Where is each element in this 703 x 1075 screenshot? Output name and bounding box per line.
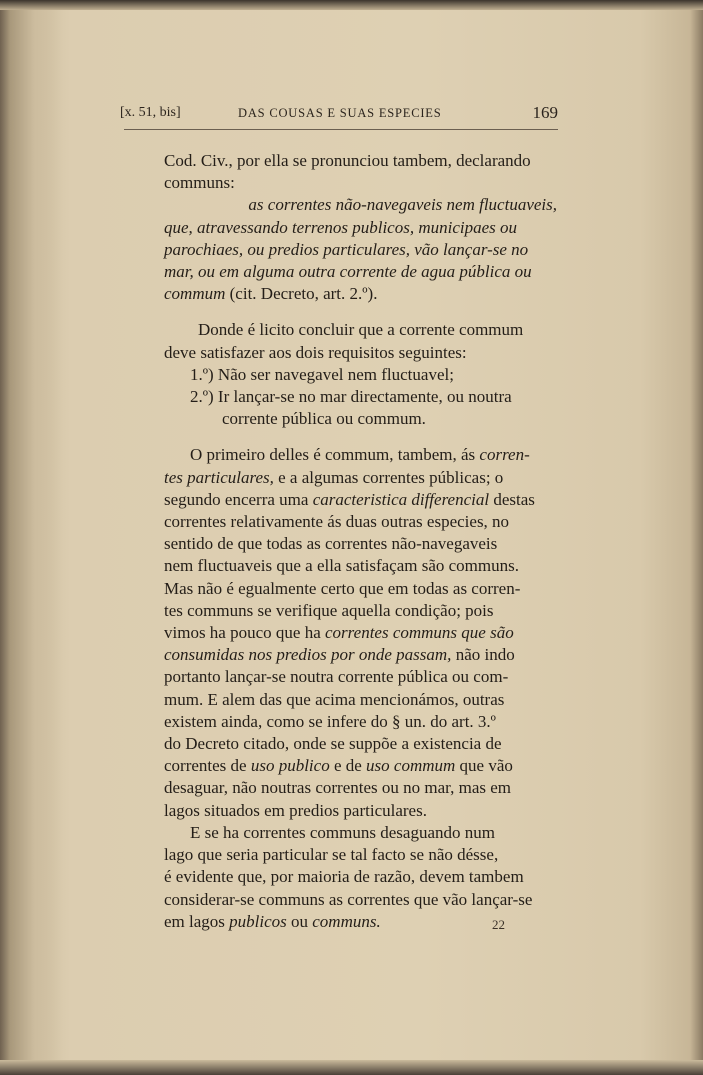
- emphasis: uso commum: [366, 756, 456, 776]
- text-line: existem ainda, como se infere do § un. do art. 3.º: [164, 711, 496, 731]
- text-run: que vão: [455, 756, 513, 776]
- text-run: segundo encerra uma: [164, 489, 313, 509]
- text-run: destas: [489, 489, 535, 509]
- text-run: não indo: [451, 645, 515, 665]
- text-line: nem fluctuaveis que a ella satisfaçam são communs.: [164, 556, 519, 576]
- quote-emphasis: commum: [164, 284, 226, 304]
- text-line: [164, 467, 557, 489]
- text-line: é evidente que, por maioria de razão, devem tambem: [164, 867, 524, 887]
- block-quote: [164, 194, 557, 305]
- list-item: 1.º) Não ser navegavel nem fluctuavel;: [190, 364, 454, 384]
- page-gutter-shadow: [0, 0, 62, 1075]
- text-run: correntes de: [164, 756, 251, 776]
- page-bottom-edge: [0, 1060, 703, 1075]
- text-line: Donde é licito concluir que a corrente commum: [198, 320, 524, 340]
- text-line: [164, 622, 557, 644]
- quote-line: mar, ou em alguma outra corrente de agua pública ou: [164, 262, 532, 282]
- text-line: sentido de que todas as correntes não-navegaveis: [164, 534, 498, 554]
- text-line: deve satisfazer aos dois requisitos seguintes:: [164, 342, 467, 362]
- page-top-edge: [0, 0, 703, 10]
- emphasis: corren-: [479, 445, 530, 465]
- page-number: 169: [532, 103, 558, 122]
- citation: (cit. Decreto, art. 2.º).: [225, 284, 378, 304]
- emphasis: communs.: [312, 911, 381, 931]
- running-title: DAS COUSAS E SUAS ESPECIES: [238, 106, 442, 120]
- list-item: 2.º) Ir lançar-se no mar directamente, ou noutra: [190, 387, 512, 407]
- text-run: O primeiro delles é commum, tambem, ás: [190, 445, 480, 465]
- text-line: [164, 444, 557, 466]
- text-line: lago que seria particular se tal facto se não désse,: [164, 845, 499, 865]
- text-line: Cod. Civ., por ella se pronunciou tambem, declarando: [164, 151, 531, 170]
- quote-line: [164, 283, 557, 305]
- text-line: [164, 489, 557, 511]
- quote-line: que, atravessando terrenos publicos, municipaes ou: [164, 217, 518, 237]
- text-line: do Decreto citado, onde se suppõe a existencia de: [164, 734, 502, 754]
- quote-line: parochiaes, ou predios particulares, vão lançar-se no: [164, 239, 529, 259]
- emphasis: correntes communs que são: [325, 623, 514, 643]
- body-text: [164, 150, 557, 933]
- text-line: correntes relativamente ás duas outras especies, no: [164, 512, 510, 532]
- text-line: E se ha correntes communs desaguando num: [190, 822, 495, 842]
- running-header: [120, 102, 558, 124]
- quote-line: as correntes não-navegaveis nem fluctuaveis,: [248, 195, 557, 215]
- emphasis: caracteristica differencial: [312, 489, 490, 509]
- emphasis: tes particulares,: [164, 467, 274, 487]
- text-line: [164, 755, 557, 777]
- text-run: em lagos: [164, 911, 230, 931]
- text-line: considerar-se communs as correntes que vão lançar-se: [164, 889, 533, 909]
- signature-mark: 22: [492, 917, 505, 932]
- header-rule: [124, 129, 558, 130]
- text-run: e a algumas correntes públicas; o: [273, 467, 504, 487]
- text-line: tes communs se verifique aquella condição; pois: [164, 600, 494, 620]
- list-item-continuation: corrente pública ou commum.: [222, 409, 426, 429]
- text-line: desaguar, não noutras correntes ou no mar, mas em: [164, 778, 512, 798]
- text-line: [164, 644, 557, 666]
- emphasis: consumidas nos predios por onde passam,: [164, 645, 452, 665]
- text-run: vimos ha pouco que ha: [164, 623, 325, 643]
- section-reference: [x. 51, bis]: [120, 105, 181, 120]
- text-run: ou: [286, 911, 313, 931]
- text-line: communs:: [164, 173, 235, 193]
- text-line: mum. E alem das que acima mencionámos, outras: [164, 689, 505, 709]
- text-line: Mas não é egualmente certo que em todas as corren-: [164, 578, 521, 598]
- emphasis: uso publico: [250, 756, 330, 776]
- text-line: lagos situados em predios particulares.: [164, 800, 427, 820]
- emphasis: publicos: [229, 911, 287, 931]
- text-run: e de: [329, 756, 367, 776]
- text-line: portanto lançar-se noutra corrente pública ou com-: [164, 667, 509, 687]
